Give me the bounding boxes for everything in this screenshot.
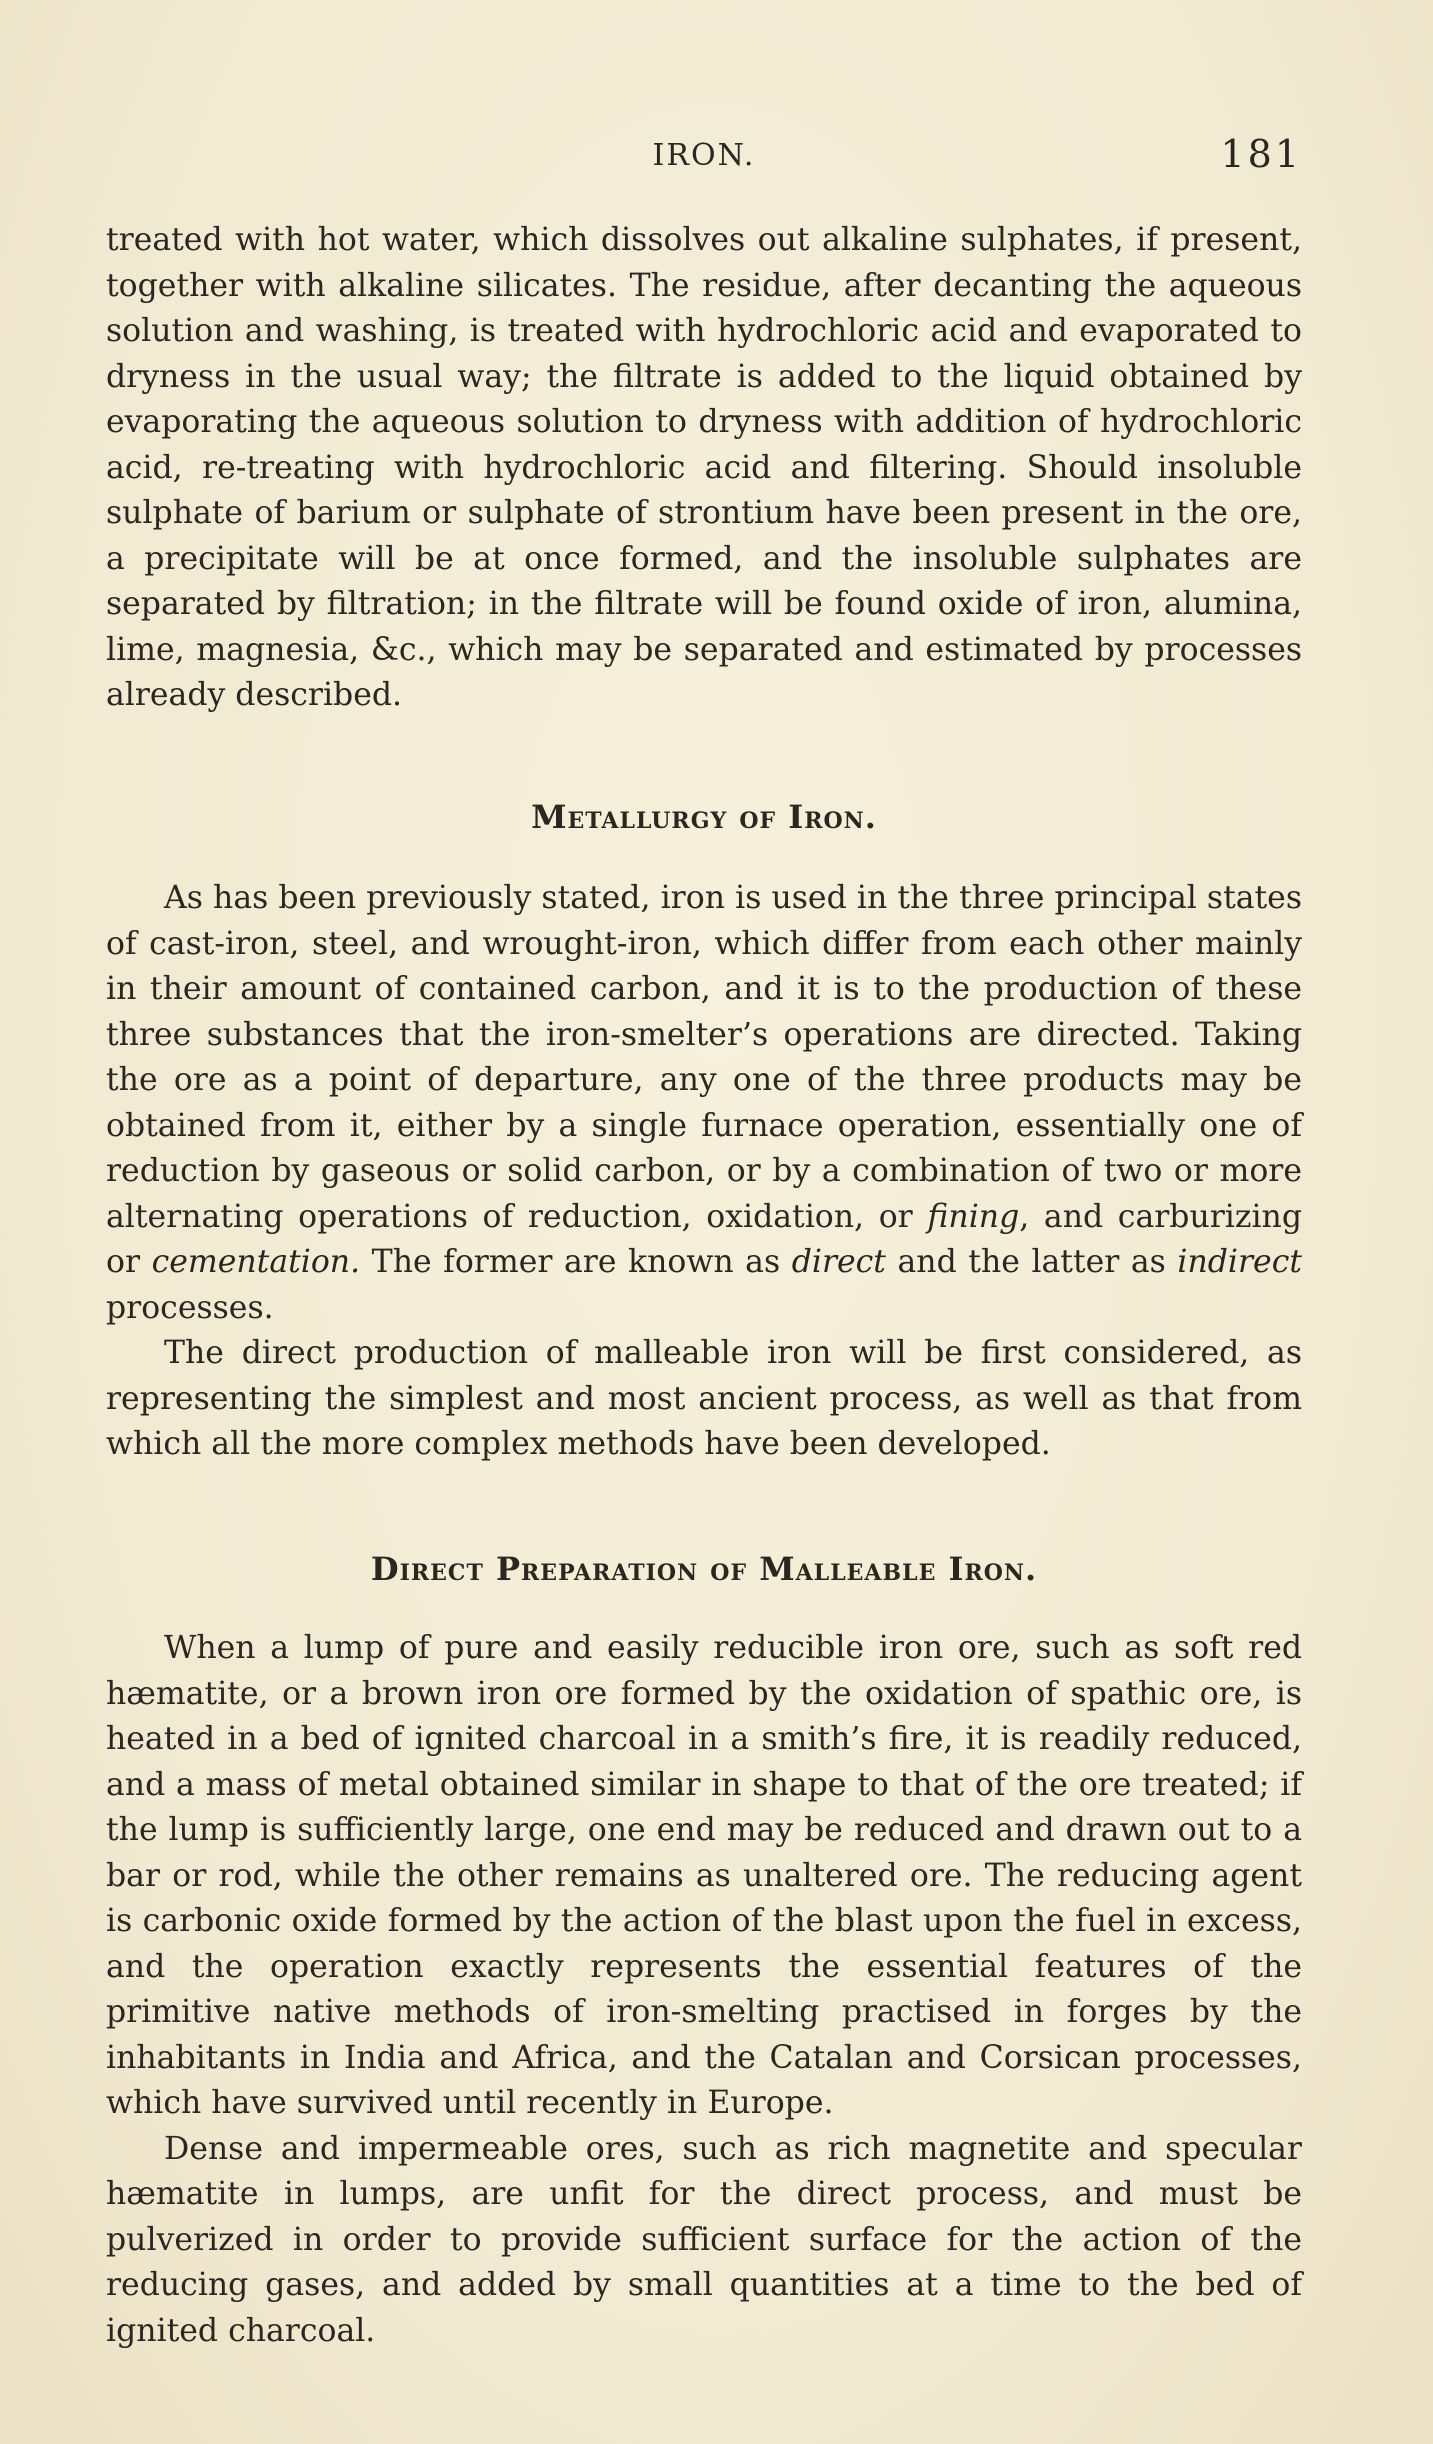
section-heading-direct-preparation: Direct Preparation of Malleable Iron. — [370, 1550, 1038, 1588]
page-number: 181 — [1220, 132, 1302, 176]
section-direct-preparation-body — [106, 1626, 1302, 2354]
italic-term: indirect — [1177, 1244, 1302, 1280]
italic-term: fining — [927, 1198, 1020, 1235]
section-direct-preparation — [106, 1550, 1302, 1588]
page-header — [106, 132, 1302, 182]
italic-term: cementation. — [151, 1244, 361, 1280]
section-metallurgy — [106, 798, 1302, 836]
running-head: IRON. — [652, 138, 756, 173]
section-continuation — [106, 218, 1302, 719]
section-metallurgy-body — [106, 876, 1302, 1468]
paragraph: As has been previously stated, iron is used in the three principal states of cast-iron, steel, and wrought-iron, which differ from each other mainly in their amount of contained carbon, and it is to the production of these three substances that the iron-smelter’s operations are directed. Taking the ore as a point of departure, any one of the three products may be obtained from it, either by a single furnace operation, essentially one of reduction by gaseous or solid carbon, or by a combination of two or more alternating operations of reduction, oxidation, or fining, and carburizing or cementation. The former are known as direct and the latter as indirect processes. — [106, 880, 1302, 1326]
paragraph: The direct production of malleable iron will be first considered, as representing the simplest and most ancient process, as well as that from which all the more complex methods have been developed. — [106, 1335, 1302, 1462]
paragraph: Dense and impermeable ores, such as rich magnetite and specular hæmatite in lumps, are unfit for the direct process, and must be pulverized in order to provide sufficient surface for the action of the reducing gases, and added by small quantities at a time to the bed of ignited charcoal. — [106, 2130, 1302, 2349]
section-heading-metallurgy: Metallurgy of Iron. — [531, 798, 877, 836]
paragraph: treated with hot water, which dissolves out alkaline sulphates, if present, together with alkaline silicates. The residue, after decanting the aqueous solution and washing, is treated with hydrochloric acid and evaporated to dryness in the usual way; the filtrate is added to the liquid obtained by evaporating the aqueous solution to dryness with addition of hydrochloric acid, re-treating with hydrochloric acid and filtering. Should insoluble sulphate of barium or sulphate of strontium have been present in the ore, a precipitate will be at once formed, and the insoluble sulphates are separated by filtration; in the filtrate will be found oxide of iron, alumina, lime, magnesia, &c., which may be separated and estimated by processes already described. — [106, 222, 1302, 713]
paragraph: When a lump of pure and easily reducible iron ore, such as soft red hæmatite, or a brown iron ore formed by the oxidation of spathic ore, is heated in a bed of ignited charcoal in a smith’s fire, it is readily reduced, and a mass of metal obtained similar in shape to that of the ore treated; if the lump is sufficiently large, one end may be reduced and drawn out to a bar or rod, while the other remains as unaltered ore. The reducing agent is carbonic oxide formed by the action of the blast upon the fuel in excess, and the operation exactly represents the essential features of the primitive native methods of iron-smelting practised in forges by the inhabitants in India and Africa, and the Catalan and Corsican processes, which have survived until recently in Europe. — [106, 1630, 1302, 2121]
italic-term: direct — [791, 1244, 886, 1280]
